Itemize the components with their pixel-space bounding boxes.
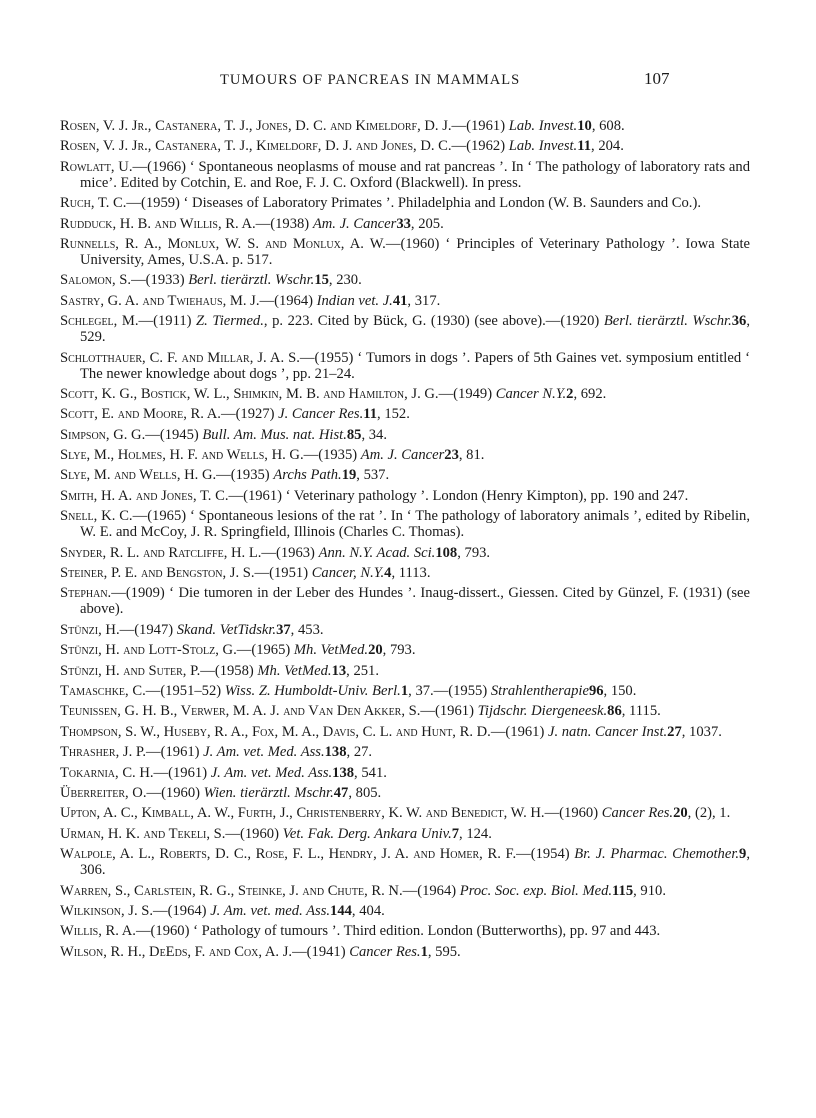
ref-authors: Schlegel, M. xyxy=(60,313,139,330)
ref-rest: , 204. xyxy=(591,138,624,155)
ref-authors: Rosen, V. J. Jr., Castanera, T. J., Kimeldorf, D. J. and Jones, D. C. xyxy=(60,138,452,155)
ref-rest: , 27. xyxy=(346,744,373,761)
running-head: TUMOURS OF PANCREAS IN MAMMALS xyxy=(220,72,521,88)
ref-journal: J. Am. vet. Med. Ass. xyxy=(203,744,325,761)
reference-entry xyxy=(60,467,750,483)
ref-volume: 37 xyxy=(276,621,291,638)
ref-rest: , 1113. xyxy=(391,565,431,582)
ref-rest: , 793. xyxy=(457,544,491,561)
reference-entry xyxy=(60,406,750,422)
ref-rest: , 317. xyxy=(407,292,441,309)
ref-authors: Snyder, R. L. and Ratcliffe, H. L. xyxy=(60,544,262,561)
ref-year: —(1964) xyxy=(153,902,211,919)
ref-rest: , 805. xyxy=(348,784,382,801)
ref-volume: 19 xyxy=(341,467,357,484)
ref-journal: Strahlentherapie xyxy=(490,682,589,699)
reference-entry xyxy=(60,118,750,134)
ref-authors: Rudduck, H. B. and Willis, R. A. xyxy=(60,215,256,232)
reference-entry xyxy=(60,159,750,191)
ref-authors: Thompson, S. W., Huseby, R. A., Fox, M. A., Davis, C. L. and Hunt, R. D. xyxy=(60,723,491,740)
ref-volume: 20 xyxy=(673,805,688,822)
reference-entry xyxy=(60,744,750,760)
ref-authors: Stünzi, H. and Lott-Stolz, G. xyxy=(60,642,237,659)
ref-volume: 33 xyxy=(396,215,411,232)
reference-entry xyxy=(60,508,750,540)
ref-year: —(1964) xyxy=(259,292,317,309)
ref-year: —(1927) xyxy=(220,406,279,423)
ref-authors: Schlotthauer, C. F. and Millar, J. A. S. xyxy=(60,349,300,366)
ref-authors: Urman, H. K. and Tekeli, S. xyxy=(60,825,226,842)
ref-volume: 7 xyxy=(451,825,460,842)
ref-authors: Willis, R. A. xyxy=(60,923,136,940)
ref-journal: Vet. Fak. Derg. Ankara Univ. xyxy=(282,825,452,842)
ref-year: —(1961) ‘ Veterinary pathology ’. London (Henry Kimpton), pp. 190 and 247. xyxy=(228,487,689,504)
ref-authors: Überreiter, O. xyxy=(60,784,147,801)
ref-volume: 2 xyxy=(566,385,574,402)
ref-year: —(1961) xyxy=(146,744,204,761)
ref-authors: Stephan. xyxy=(60,585,112,602)
ref-rest: , 306. xyxy=(80,846,750,879)
ref-volume: 47 xyxy=(333,784,349,801)
ref-year: —(1938) xyxy=(255,215,313,232)
ref-rest: , 251. xyxy=(346,662,379,679)
ref-rest: , 692. xyxy=(573,385,607,402)
ref-year: —(1949) xyxy=(438,385,496,402)
reference-entry xyxy=(60,785,750,801)
ref-journal: Bull. Am. Mus. nat. Hist. xyxy=(202,426,347,443)
ref-authors: Walpole, A. L., Roberts, D. C., Rose, F. L., Hendry, J. A. and Homer, R. F. xyxy=(60,846,517,863)
ref-authors: Snell, K. C. xyxy=(60,508,133,525)
ref-authors: Teunissen, G. H. B., Verwer, M. A. J. and Van Den Akker, S. xyxy=(60,703,421,720)
ref-rest: , 453. xyxy=(290,621,324,638)
reference-entry xyxy=(60,272,750,288)
ref-year: —(1933) xyxy=(131,272,189,289)
reference-entry xyxy=(60,216,750,232)
ref-volume: 9 xyxy=(739,846,747,863)
ref-volume: 4 xyxy=(384,565,392,582)
ref-authors: Slye, M. and Wells, H. G. xyxy=(60,467,217,484)
reference-entry xyxy=(60,622,750,638)
ref-authors: Ruch, T. C. xyxy=(60,195,127,212)
ref-volume: 85 xyxy=(346,426,362,443)
ref-rest: , 205. xyxy=(410,215,444,232)
reference-entry xyxy=(60,903,750,919)
ref-journal: Indian vet. J. xyxy=(316,292,393,309)
reference-entry xyxy=(60,138,750,154)
ref-rest: , 793. xyxy=(382,642,416,659)
ref-authors: Warren, S., Carlstein, R. G., Steinke, J. and Chute, R. N. xyxy=(60,882,403,899)
ref-volume: 10 xyxy=(577,118,592,134)
ref-journal: Skand. VetTidskr. xyxy=(176,621,277,638)
ref-rest: , 152. xyxy=(377,406,410,423)
ref-volume: 13 xyxy=(331,662,347,679)
ref-authors: Slye, M., Holmes, H. F. and Wells, H. G. xyxy=(60,447,304,464)
reference-entry xyxy=(60,805,750,821)
ref-volume: 15 xyxy=(314,272,329,289)
ref-journal: Wien. tierärztl. Mschr. xyxy=(203,784,334,801)
page-number: 107 xyxy=(644,69,670,88)
ref-rest: , 1037. xyxy=(681,723,722,740)
ref-journal: Mh. VetMed. xyxy=(293,642,369,659)
ref-authors: Smith, H. A. and Jones, T. C. xyxy=(60,487,229,504)
ref-rest: , 537. xyxy=(356,467,390,484)
ref-year: —(1965) xyxy=(236,642,294,659)
ref-year: —(1935) xyxy=(216,467,274,484)
reference-entry xyxy=(60,846,750,878)
ref-volume: 1 xyxy=(400,682,409,699)
ref-journal: Cancer N.Y. xyxy=(495,385,567,402)
ref-journal: Archs Path. xyxy=(273,467,342,484)
ref-journal: Lab. Invest. xyxy=(508,138,578,155)
ref-volume: 11 xyxy=(577,138,592,155)
ref-rest: , 529. xyxy=(80,313,750,346)
ref-year: —(1947) xyxy=(119,621,177,638)
ref-authors: Simpson, G. G. xyxy=(60,426,146,443)
ref-rest: , 541. xyxy=(354,764,387,781)
ref-rest: , 404. xyxy=(351,902,385,919)
ref-year: —(1909) ‘ Die tumoren in der Leber des Hundes ’. Inaug-dissert., Giessen. Cited by Günzel, F. (1931) (see above). xyxy=(80,585,750,618)
reference-entry xyxy=(60,236,750,268)
ref-year: —(1962) xyxy=(451,138,509,155)
ref-authors: Sastry, G. A. and Twiehaus, M. J. xyxy=(60,292,260,309)
ref-year: —(1963) xyxy=(261,544,319,561)
reference-entry xyxy=(60,683,750,699)
ref-year: —(1959) ‘ Diseases of Laboratory Primates ’. Philadelphia and London (W. B. Saunders and Co.). xyxy=(126,195,701,212)
ref-volume: 86 xyxy=(607,703,622,720)
ref-rest: , 595. xyxy=(427,943,461,960)
ref-year: —(1960) ‘ Pathology of tumours ’. Third edition. London (Butterworths), pp. 97 and 443. xyxy=(135,923,661,940)
ref-year: —(1965) ‘ Spontaneous lesions of the rat ’. In ‘ The pathology of laboratory animals ’, edited by Ribelin, W. E. and McCoy, J. R. Springfield, Illinois (Charles C. Thomas). xyxy=(80,508,750,541)
ref-rest: , (2), 1. xyxy=(687,805,731,822)
ref-rest: , p. 223. Cited by Bück, G. (1930) (see above).—(1920) xyxy=(263,313,604,330)
ref-year: —(1951) xyxy=(254,565,312,582)
page-header xyxy=(0,69,816,94)
ref-year: —(1961) xyxy=(451,118,509,134)
ref-rest: , 37.—(1955) xyxy=(408,682,491,699)
ref-year: —(1960) xyxy=(544,805,602,822)
ref-authors: Thrasher, J. P. xyxy=(60,744,147,761)
ref-year: —(1960) xyxy=(146,784,204,801)
ref-volume: 138 xyxy=(332,764,355,781)
ref-authors: Scott, K. G., Bostick, W. L., Shimkin, M. B. and Hamilton, J. G. xyxy=(60,385,439,402)
ref-authors: Stünzi, H. and Suter, P. xyxy=(60,662,201,679)
reference-entry xyxy=(60,293,750,309)
ref-authors: Runnells, R. A., Monlux, W. S. and Monlux, A. W. xyxy=(60,235,386,252)
ref-authors: Tokarnia, C. H. xyxy=(60,764,154,781)
reference-entry xyxy=(60,826,750,842)
ref-journal: J. natn. Cancer Inst. xyxy=(547,723,668,740)
reference-entry xyxy=(60,195,750,211)
ref-journal: Am. J. Cancer xyxy=(360,447,445,464)
ref-year: —(1954) xyxy=(516,846,575,863)
ref-year: —(1955) ‘ Tumors in dogs ’. Papers of 5th Gaines vet. symposium entitled ‘ The newer knowledge about dogs ’, pp. 21–24. xyxy=(80,349,750,382)
reference-entry xyxy=(60,350,750,382)
ref-authors: Salomon, S. xyxy=(60,272,132,289)
reference-entry xyxy=(60,724,750,740)
reference-entry xyxy=(60,765,750,781)
ref-volume: 108 xyxy=(435,544,458,561)
ref-year: —(1961) xyxy=(153,764,211,781)
ref-rest: , 910. xyxy=(633,882,666,899)
ref-journal: Ann. N.Y. Acad. Sci. xyxy=(318,544,436,561)
ref-volume: 41 xyxy=(392,292,408,309)
ref-authors: Steiner, P. E. and Bengston, J. S. xyxy=(60,565,255,582)
ref-journal: J. Am. vet. med. Ass. xyxy=(210,902,331,919)
ref-journal: Berl. tierärztl. Wschr. xyxy=(603,313,732,330)
ref-volume: 1 xyxy=(420,943,428,960)
ref-rest: , 150. xyxy=(603,682,637,699)
reference-list xyxy=(60,118,750,964)
ref-year: —(1951–52) xyxy=(145,682,225,699)
ref-authors: Wilkinson, J. S. xyxy=(60,902,154,919)
ref-volume: 23 xyxy=(444,447,459,464)
ref-journal: Cancer Res. xyxy=(601,805,674,822)
reference-entry xyxy=(60,427,750,443)
ref-journal: Mh. VetMed. xyxy=(257,662,332,679)
ref-journal: Z. Tiermed. xyxy=(196,313,264,330)
reference-entry xyxy=(60,883,750,899)
ref-journal: Berl. tierärztl. Wschr. xyxy=(188,272,315,289)
ref-rest: , 230. xyxy=(328,272,362,289)
reference-entry xyxy=(60,545,750,561)
ref-volume: 96 xyxy=(588,682,604,699)
ref-year: —(1935) xyxy=(303,447,361,464)
ref-journal: Am. J. Cancer xyxy=(312,215,397,232)
reference-entry xyxy=(60,944,750,960)
reference-entry xyxy=(60,923,750,939)
ref-rest: , 1115. xyxy=(621,703,661,720)
ref-volume: 115 xyxy=(612,882,634,899)
ref-journal: Br. J. Pharmac. Chemother. xyxy=(574,846,740,863)
ref-journal: Proc. Soc. exp. Biol. Med. xyxy=(459,882,613,899)
ref-year: —(1911) xyxy=(138,313,197,330)
ref-rest: , 34. xyxy=(361,426,387,443)
reference-entry xyxy=(60,488,750,504)
ref-year: —(1961) xyxy=(490,723,548,740)
reference-entry xyxy=(60,585,750,617)
reference-entry xyxy=(60,313,750,345)
reference-entry xyxy=(60,703,750,719)
ref-journal: Cancer Res. xyxy=(349,943,421,960)
reference-entry xyxy=(60,447,750,463)
ref-authors: Upton, A. C., Kimball, A. W., Furth, J., Christenberry, K. W. and Benedict, W. H. xyxy=(60,805,545,822)
ref-journal: J. Am. vet. Med. Ass. xyxy=(210,764,333,781)
ref-volume: 36 xyxy=(731,313,747,330)
ref-journal: J. Cancer Res. xyxy=(278,406,364,423)
ref-volume: 138 xyxy=(324,744,347,761)
ref-year: —(1960) ‘ Principles of Veterinary Pathology ’. Iowa State University, Ames, U.S.A. p. 517. xyxy=(80,235,750,268)
ref-year: —(1945) xyxy=(145,426,203,443)
ref-authors: Wilson, R. H., DeEds, F. and Cox, A. J. xyxy=(60,943,293,960)
ref-authors: Rosen, V. J. Jr., Castanera, T. J., Jones, D. C. and Kimeldorf, D. J. xyxy=(60,118,452,134)
ref-year: —(1941) xyxy=(292,943,350,960)
ref-rest: , 608. xyxy=(591,118,625,134)
ref-volume: 11 xyxy=(363,406,378,423)
ref-journal: Cancer, N.Y. xyxy=(311,565,385,582)
ref-authors: Scott, E. and Moore, R. A. xyxy=(60,406,221,423)
ref-volume: 20 xyxy=(368,642,383,659)
ref-authors: Tamaschke, C. xyxy=(60,682,146,699)
ref-journal: Lab. Invest. xyxy=(508,118,578,134)
ref-rest: , 124. xyxy=(459,825,492,842)
ref-year: —(1961) xyxy=(420,703,478,720)
ref-year: —(1958) xyxy=(200,662,258,679)
ref-journal: Wiss. Z. Humboldt-Univ. Berl. xyxy=(224,682,401,699)
reference-entry xyxy=(60,663,750,679)
ref-journal: Tijdschr. Diergeneesk. xyxy=(477,703,608,720)
ref-year: —(1960) xyxy=(225,825,283,842)
ref-volume: 144 xyxy=(330,902,352,919)
ref-rest: , 81. xyxy=(458,447,485,464)
ref-volume: 27 xyxy=(667,723,682,740)
reference-entry xyxy=(60,386,750,402)
ref-year: —(1964) xyxy=(402,882,460,899)
ref-authors: Stünzi, H. xyxy=(60,621,120,638)
reference-entry xyxy=(60,565,750,581)
ref-authors: Rowlatt, U. xyxy=(60,158,133,175)
reference-entry xyxy=(60,642,750,658)
ref-year: —(1966) ‘ Spontaneous neoplasms of mouse and rat pancreas ’. In ‘ The pathology of laboratory rats and mice’. Edited by Cotchin, E. and Roe, F. J. C. Oxford (Blackwell). In press. xyxy=(80,158,750,191)
